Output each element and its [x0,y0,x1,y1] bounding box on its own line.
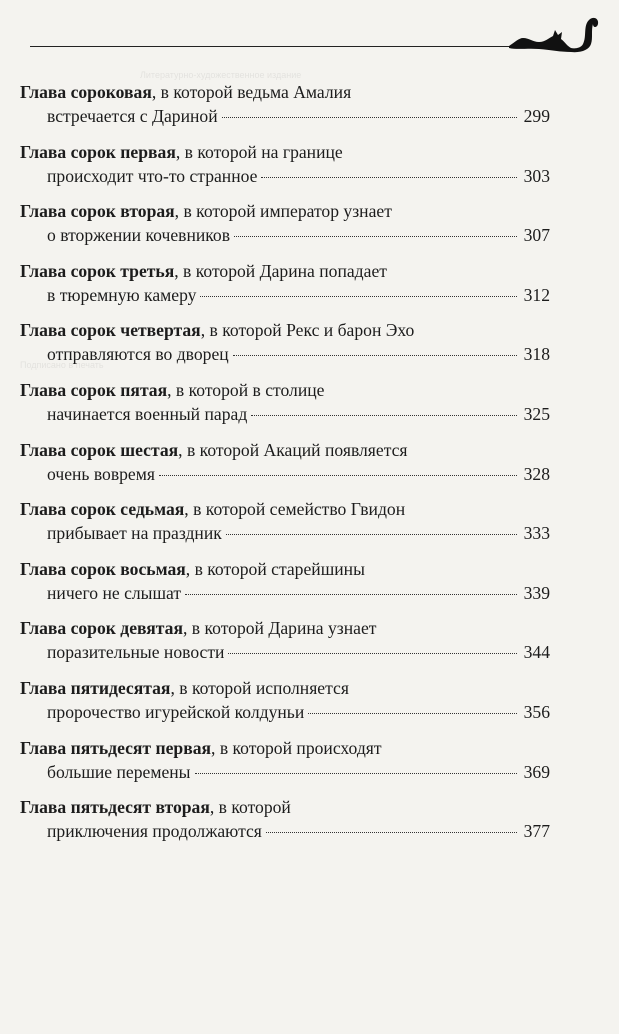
page-number: 307 [523,225,550,246]
chapter-description: , в которой император узнает [174,201,392,222]
chapter-title: Глава сорок восьмая [20,558,186,579]
chapter-description: , в которой в столице [167,379,325,400]
chapter-description: , в которой Дарина узнает [182,618,377,639]
page-number: 303 [523,165,550,186]
dot-leader [226,534,517,535]
chapter-description: пророчество игурейской колдуньи [47,701,305,722]
chapter-description: приключения продолжаются [47,821,262,842]
chapter-title: Глава пятидесятая [20,677,171,698]
dot-leader [308,713,517,714]
toc-entry[interactable] [20,736,550,796]
chapter-description: происходит что-то странное [47,165,258,186]
toc-entry[interactable] [20,438,550,498]
chapter-description: , в которой [209,797,291,818]
toc-entry[interactable] [20,199,550,259]
table-of-contents [20,80,550,855]
page-number: 299 [523,106,550,126]
page-number: 339 [523,582,550,603]
chapter-title: Глава сорок первая [20,141,176,162]
chapter-description: , в которой Дарина попадает [174,260,387,281]
bleed-through-text: Подписано в печать [20,360,104,370]
chapter-title: Глава сорок седьмая [20,499,185,520]
dot-leader [266,832,517,833]
chapter-description: , в которой ведьма Амалия [151,82,352,102]
chapter-description: в тюремную камеру [47,284,197,305]
chapter-description: встречается с Дариной [47,106,218,126]
dot-leader [222,117,517,118]
chapter-description: о вторжении кочевников [47,225,231,246]
chapter-description: , в которой Рекс и барон Эхо [200,320,415,341]
page-number: 377 [523,821,550,842]
chapter-description: большие перемены [47,761,191,782]
toc-entry[interactable] [20,140,550,200]
chapter-title: Глава сороковая [20,82,152,102]
chapter-description: , в которой старейшины [185,558,365,579]
dot-leader [195,773,518,774]
page-number: 318 [523,344,550,365]
toc-entry[interactable] [20,378,550,438]
bleed-through-text: Литературно-художественное издание [140,70,302,80]
chapter-title: Глава пятьдесят вторая [20,797,210,818]
toc-entry[interactable] [20,80,550,140]
header-rule [30,46,530,47]
toc-entry[interactable] [20,259,550,319]
toc-entry[interactable] [20,616,550,676]
chapter-title: Глава пятьдесят первая [20,737,212,758]
chapter-description: , в которой исполняется [170,677,349,698]
toc-entry[interactable] [20,497,550,557]
page-number: 325 [523,403,550,424]
dot-leader [261,177,517,178]
chapter-title: Глава сорок девятая [20,618,183,639]
toc-entry[interactable] [20,795,550,855]
dot-leader [251,415,517,416]
chapter-description: очень вовремя [47,463,155,484]
page-number: 333 [523,523,550,544]
toc-entry[interactable] [20,557,550,617]
page-number: 369 [523,761,550,782]
chapter-description: , в которой Акаций появляется [178,439,408,460]
chapter-description: ничего не слышат [47,582,182,603]
chapter-title: Глава сорок четвертая [20,320,201,341]
cat-icon [505,8,605,54]
chapter-description: начинается военный парад [47,403,248,424]
chapter-description: поразительные новости [47,642,225,663]
chapter-description: отправляются во дворец [47,344,229,365]
dot-leader [159,475,517,476]
chapter-description: , в которой семейство Гвидон [184,499,406,520]
dot-leader [234,236,517,237]
chapter-title: Глава сорок шестая [20,439,179,460]
page-number: 356 [523,701,550,722]
toc-entry[interactable] [20,676,550,736]
dot-leader [228,653,517,654]
page-number: 344 [523,642,550,663]
toc-entry[interactable] [20,318,550,378]
chapter-title: Глава сорок вторая [20,201,175,222]
chapter-description: , в которой происходят [211,737,382,758]
chapter-title: Глава сорок пятая [20,379,168,400]
dot-leader [200,296,517,297]
dot-leader [233,355,517,356]
page-number: 328 [523,463,550,484]
chapter-description: , в которой на границе [175,141,343,162]
chapter-title: Глава сорок третья [20,260,175,281]
dot-leader [185,594,517,595]
page-number: 312 [523,284,550,305]
chapter-description: прибывает на праздник [47,523,222,544]
